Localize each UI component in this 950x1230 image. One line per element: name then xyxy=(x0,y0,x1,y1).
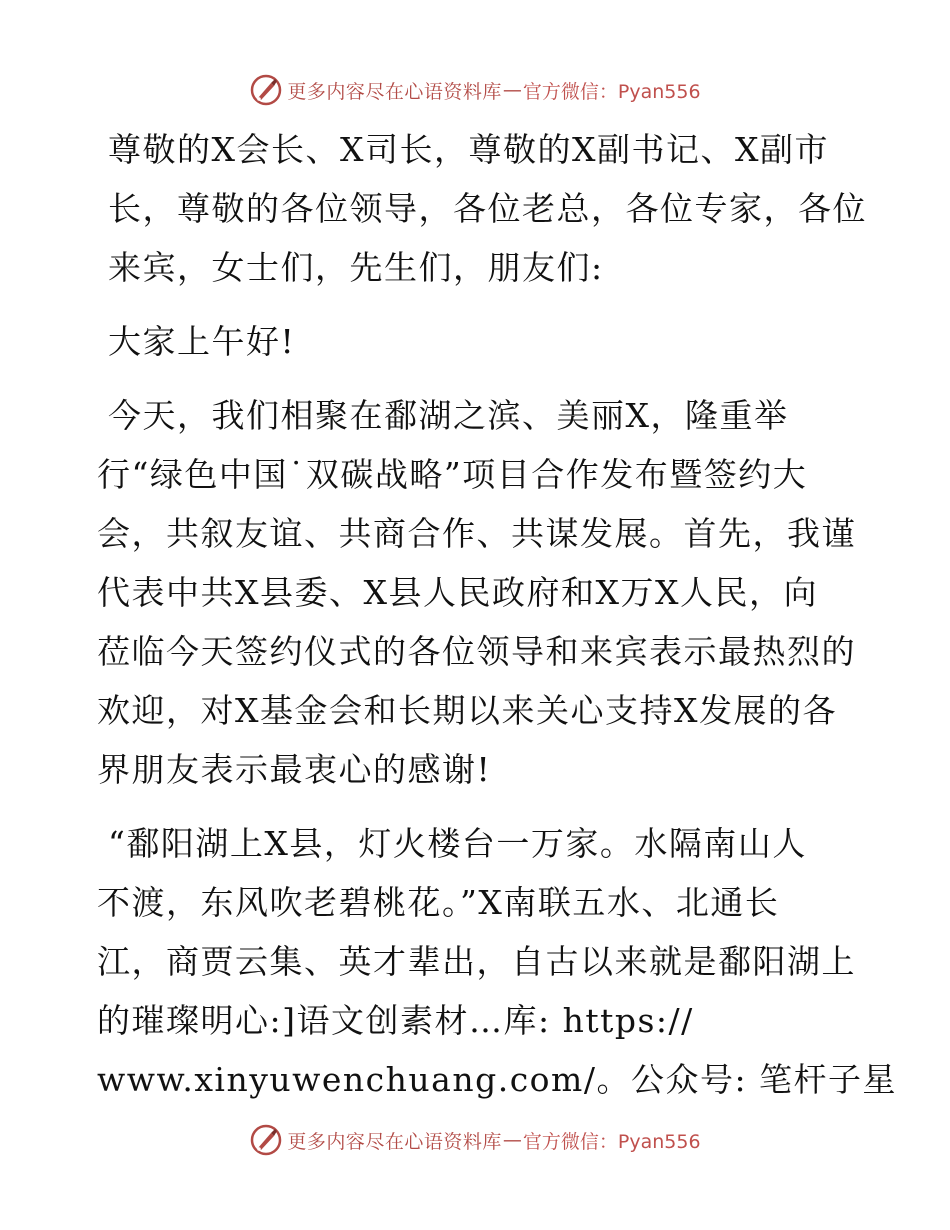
text-line: 江，商贾云集、英才辈出，自古以来就是鄱阳湖上 xyxy=(97,942,856,981)
watermark-site-text: 更多内容尽在心语资料库 xyxy=(287,1130,502,1153)
paragraph-salutation xyxy=(97,120,867,297)
text-line: 的璀璨明心:]语文创素材…库: https:// xyxy=(97,1001,694,1040)
text-line: 不渡，东风吹老碧桃花。”X南联五水、北通长 xyxy=(97,883,780,922)
watermark-header xyxy=(0,70,950,110)
watermark-site-text: 更多内容尽在心语资料库 xyxy=(287,80,502,103)
text-line: 今天，我们相聚在鄱湖之滨、美丽X，隆重举 xyxy=(108,396,789,435)
paragraph-opening xyxy=(97,386,857,799)
text-line: 代表中共X县委、X县人民政府和X万X人民，向 xyxy=(97,573,818,612)
paragraph-poem xyxy=(97,814,898,1109)
text-line: 行“绿色中国˙双碳战略”项目合作发布暨签约大 xyxy=(97,455,808,494)
watermark-account-text: 官方微信：Pyan556 xyxy=(522,80,701,103)
text-line: www.xinyuwenchuang.com/。公众号: 笔杆子星 xyxy=(97,1060,898,1099)
pen-logo-icon xyxy=(249,1123,283,1157)
text-line: 欢迎，对X基金会和长期以来关心支持X发展的各 xyxy=(97,691,837,730)
text-line: 莅临今天签约仪式的各位领导和来宾表示最热烈的 xyxy=(97,632,856,671)
text-line: 界朋友表示最衷心的感谢! xyxy=(97,750,492,789)
watermark-footer xyxy=(0,1120,950,1160)
pen-logo-icon xyxy=(249,73,283,107)
text-line: 长，尊敬的各位领导，各位老总，各位专家，各位 xyxy=(108,189,867,228)
text-line: 大家上午好! xyxy=(108,322,296,361)
text-line: 尊敬的X会长、X司长，尊敬的X副书记、X副市 xyxy=(108,130,829,169)
document-body xyxy=(97,120,898,1124)
text-line: 来宾，女士们，先生们，朋友们: xyxy=(108,248,604,287)
watermark-separator: — xyxy=(502,79,522,101)
paragraph-greeting xyxy=(97,312,857,371)
text-line: 会，共叙友谊、共商合作、共谋发展。首先，我谨 xyxy=(97,514,856,553)
text-line: “鄱阳湖上X县，灯火楼台一万家。水隔南山人 xyxy=(108,824,807,863)
watermark-account-text: 官方微信：Pyan556 xyxy=(522,1130,701,1153)
watermark-separator: — xyxy=(502,1129,522,1151)
